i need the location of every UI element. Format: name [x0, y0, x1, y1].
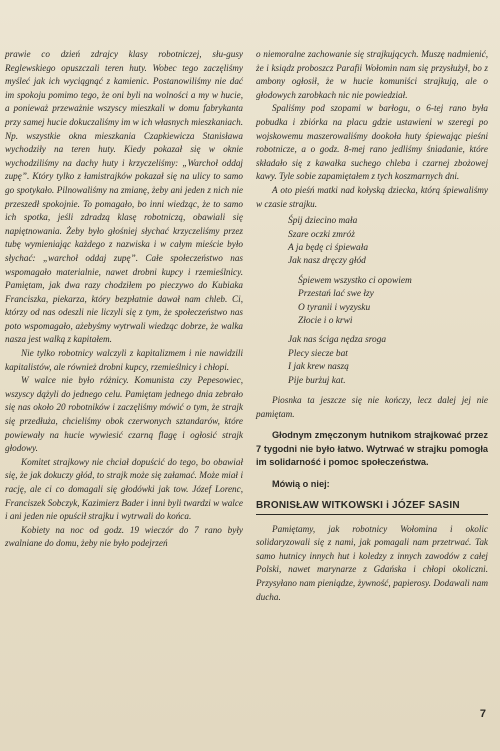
poem-line: Jak nasz dręczy głód [288, 256, 366, 267]
left-paragraph-5: Kobiety na noc od godz. 19 wieczór do 7 rano były zwalniane do domu, żeby nie było podejrzeń [5, 524, 243, 549]
left-paragraph-1: prawie co dzień zdrajcy klasy robotniczej, słu-gusy Reglewskiego opuszczali teren huty. Wobec tego zaczęliśmy myśleć jak ich wyciągnąć z kamienic. Postanowiliśmy nie dać im spokoju pomimo tego, że oni byli na wolności a my w hucie, a ponieważ przeważnie wszyscy mieszkali w domu fabrykanta przy samej hucie dokuczaliśmy im w ich własnych mieszkaniach. Np. wszystkie okna mieszkania Czapkiewicza Stanisława wychodziły na teren huty. Kiedy pokazał się w oknie wychodziliśmy na dachy huty i krzyczeliśmy: „Warchoł oddaj zupę”. Który tylko z łamistrajków pokazał się na ulicy to samo go spotykało. Pilnowaliśmy na zmianę, żeby ani jeden z nich nie przeszedł spokojnie. To pomagało, bo inni wiedząc, że to samo ich spotka, jeśli zdradzą klasę robotniczą, obawiali się napiętnowania. Żeby było głośniej słychać krzyczeliśmy przez tubę wymieniając każdego z nazwiska i w całym mieście było słychać: „warchoł oddaj zupę”. Całe społeczeństwo nas wspomagało materialnie, nawet drobni kupcy i rzemieślnicy. Pamiętam, jak dwa razy chodziłem po pieczywo do Kubiaka Franciszka, piekarza, który bezpłatnie dawał nam chleb. Ci, którzy od nas odeszli nie liczyli się z tym, że społeczeństwo nas poto wspomagało, ażebyśmy wytrwali wiedząc dobrze, że walka nasza jest walką z kapitałem. [5, 49, 243, 345]
poem-stanza-2 [298, 275, 488, 329]
poem-line: Złocie i o krwi [298, 315, 353, 326]
left-column [5, 48, 243, 551]
left-paragraph-2: Nie tylko robotnicy walczyli z kapitalizmem i nie nawidzili kapitalistów, ale również drobni kupcy, rzemieślnicy i chłopi. [5, 348, 243, 372]
poem-line: Śpiewem wszystko ci opowiem [298, 275, 412, 286]
poem-line: Przestań lać swe łzy [298, 289, 374, 300]
right-paragraph-1: o niemoralne zachowanie się strajkujących. Muszę nadmienić, że i ksiądz proboszcz Parafii Wołomin nam się przysłużył, bo z ambony ogłosił, że w hucie komuniści strajkują, ale o głodowych zarobkach nic nie powiedział. [256, 49, 488, 100]
poem-line: Plecy siecze bat [288, 348, 348, 359]
poem-line: Śpij dziecino mała [288, 216, 358, 227]
poem-line: Jak nas ściga nędza sroga [288, 335, 387, 346]
poem-line: O tyranii i wyzysku [298, 302, 371, 313]
poem-line: I jak krew naszą [288, 362, 349, 373]
right-paragraph-3: A oto pieśń matki nad kołyską dziecka, którą śpiewaliśmy w czasie strajku. [256, 184, 488, 209]
poem-stanza-3 [288, 334, 488, 388]
poem-line: Szare oczki zmróż [288, 229, 355, 240]
final-paragraph: Pamiętamy, jak robotnicy Wołomina i okolic solidaryzowali się z nami, jak pomagali nam przetrwać. Tak samo hutnicy innych hut i koledzy z innych zawodów z całej Polski, nawet marynarze z Gdańska i chłopi okoliczni. Przysyłano nam pieniądze, żywność, papierosy. Dodawali nam ducha. [256, 523, 488, 602]
poem-line: Pije burżuj kat. [288, 375, 346, 386]
page-number: 7 [479, 708, 486, 720]
left-paragraph-3: W walce nie było różnicy. Komunista czy Pepesowiec, wszyscy dążyli do jednego celu. Pamiętam jednego dnia zebrało się nas około 20 robotników i zaczęliśmy mówić o tym, że strajk się przedłuża, chcieliśmy obok czerwonych sztandarów, które powiewały na hucie wywiesić czarną flagę i ogłosić strajk głodowy. [5, 375, 243, 454]
left-paragraph-4: Komitet strajkowy nie chciał dopuścić do tego, bo obawiał się, że jak dokuczy głód, to strajk może się załamać. Może miał i rację, ale ci co domagali się głodówki jak tow. Józef Lorenc, Franciszek Sobczyk, Kazimierz Bader i inni byli twardzi w walce i ani jeden nie opuścił strajku i wytrwali do końca. [5, 456, 243, 522]
lullaby-poem [288, 215, 488, 388]
right-column [256, 48, 488, 604]
poem-line: A ja będę ci śpiewała [288, 242, 369, 253]
poem-afterword: Piosnka ta jeszcze się nie kończy, lecz dalej jej nie pamiętam. [256, 395, 488, 419]
right-paragraph-2: Spaliśmy pod szopami w barłogu, o 6-tej rano była pobudka i zbiórka na placu gdzie ustawieni w szeregi po wojskowemu maszerowaliśmy dookoła huty śpiewając pieśni robotnicze, a o godz. 8-mej rano jedliśmy śniadanie, które składało się z kawałka suchego chleba i czarnej zbożowej kawy. Tyle sobie zapamiętałem z tych koszmarnych dni. [256, 103, 488, 182]
bold-summary-paragraph: Głodnym zmęczonym hutnikom strajkować przez 7 tygodni nie było łatwo. Wytrwać w strajku pomogła im solidarność i pomoc społeczeństwa. [256, 430, 488, 468]
poem-stanza-1 [288, 215, 488, 269]
bold-intro: Mówią o niej: [272, 478, 330, 489]
section-heading: BRONISŁAW WITKOWSKI i JÓZEF SASIN [256, 500, 488, 515]
